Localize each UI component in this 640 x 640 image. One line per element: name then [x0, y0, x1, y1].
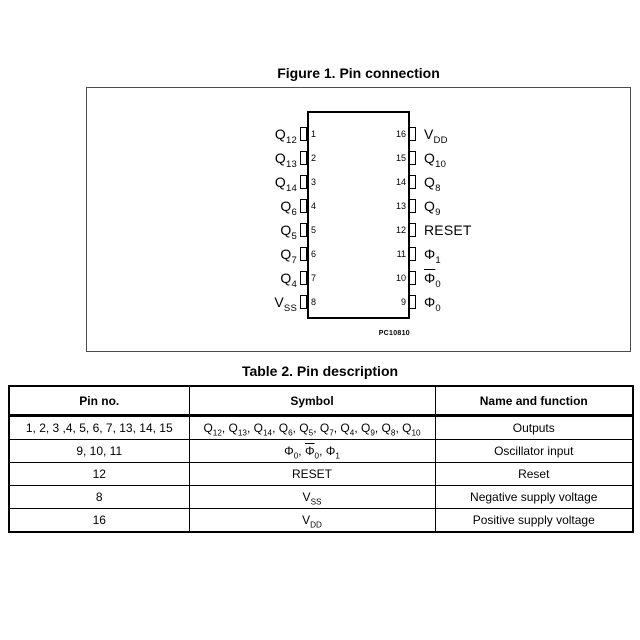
- pin-label: $Q_{10}$: [424, 150, 447, 170]
- pin-stub: [300, 127, 307, 141]
- pin-number: 12: [395, 225, 406, 235]
- pin-label: RESET: [424, 222, 472, 238]
- pin-number: 9: [400, 297, 406, 307]
- ic-package-outline: [307, 111, 410, 319]
- cell-name-function: Positive supply voltage: [435, 509, 633, 533]
- pin-stub: [409, 295, 416, 309]
- col-header-symbol: Symbol: [189, 386, 435, 416]
- pin-number: 1: [311, 129, 317, 139]
- table-row: [9, 416, 633, 440]
- pin-stub: [409, 175, 416, 189]
- pin-label: $Q_4$: [280, 270, 297, 290]
- table-header-row: [9, 386, 633, 416]
- pin-stub: [300, 151, 307, 165]
- pin-number: 15: [395, 153, 406, 163]
- pin-number: 14: [395, 177, 406, 187]
- cell-symbol: $V_{DD}$: [189, 509, 435, 533]
- pin-stub: [300, 175, 307, 189]
- cell-pin-no: 16: [9, 509, 189, 533]
- pin-stub: [300, 271, 307, 285]
- cell-name-function: Reset: [435, 463, 633, 486]
- pin-label: $Q_6$: [280, 198, 297, 218]
- pin-label: $Q_8$: [424, 174, 441, 194]
- pin-description-table: [8, 385, 634, 533]
- figure-title: Figure 1. Pin connection: [277, 65, 440, 81]
- pin-stub: [409, 271, 416, 285]
- table-row: [9, 440, 633, 463]
- pin-label: $\Phi_0$: [424, 294, 441, 314]
- pin-number: 4: [311, 201, 317, 211]
- cell-name-function: Negative supply voltage: [435, 486, 633, 509]
- pin-stub: [409, 247, 416, 261]
- pin-label: $V_{SS}$: [274, 294, 297, 314]
- pin-label: $Q_7$: [280, 246, 297, 266]
- pin-label: $\overline{\Phi}_0$: [424, 270, 441, 290]
- col-header-pin-no: Pin no.: [9, 386, 189, 416]
- cell-name-function: Outputs: [435, 416, 633, 440]
- pin-number: 13: [395, 201, 406, 211]
- pin-number: 7: [311, 273, 317, 283]
- pin-number: 16: [395, 129, 406, 139]
- pin-label: $Q_{12}$: [274, 126, 297, 146]
- cell-name-function: Oscillator input: [435, 440, 633, 463]
- pin-stub: [300, 199, 307, 213]
- pin-number: 11: [396, 249, 406, 259]
- cell-symbol: RESET: [189, 463, 435, 486]
- col-header-name-function: Name and function: [435, 386, 633, 416]
- pin-number: 10: [395, 273, 406, 283]
- pin-stub: [300, 223, 307, 237]
- pin-number: 5: [311, 225, 317, 235]
- drawing-code: PC10810: [378, 330, 410, 337]
- pin-stub: [409, 223, 416, 237]
- pin-stub: [409, 199, 416, 213]
- pin-stub: [409, 151, 416, 165]
- pin-stub: [409, 127, 416, 141]
- cell-pin-no: 12: [9, 463, 189, 486]
- pin-label: $Q_9$: [424, 198, 441, 218]
- pin-label: $Q_{14}$: [274, 174, 297, 194]
- table-row: [9, 486, 633, 509]
- table-row: [9, 509, 633, 533]
- pin-number: 6: [311, 249, 317, 259]
- table-title: Table 2. Pin description: [241, 363, 399, 379]
- cell-symbol: $\Phi_0$, $\overline{\Phi}_0$, $\Phi_1$: [189, 440, 435, 463]
- pin-number: 3: [311, 177, 317, 187]
- pin-label: $V_{DD}$: [424, 126, 448, 146]
- cell-symbol: $Q_{12}$, $Q_{13}$, $Q_{14}$, $Q_6$, $Q_5$, $Q_7$, $Q_4$, $Q_9$, $Q_8$, $Q_{10}$: [189, 416, 435, 440]
- table-row: [9, 463, 633, 486]
- pin-label: $\Phi_1$: [424, 246, 441, 266]
- pin-number: 8: [311, 297, 317, 307]
- cell-pin-no: 9, 10, 11: [9, 440, 189, 463]
- pin-stub: [300, 295, 307, 309]
- pin-label: $Q_{13}$: [274, 150, 297, 170]
- cell-pin-no: 1, 2, 3 ,4, 5, 6, 7, 13, 14, 15: [9, 416, 189, 440]
- pin-connection-figure: [86, 87, 631, 352]
- pin-stub: [300, 247, 307, 261]
- cell-pin-no: 8: [9, 486, 189, 509]
- pin-label: $Q_5$: [280, 222, 297, 242]
- pin-number: 2: [311, 153, 317, 163]
- cell-symbol: $V_{SS}$: [189, 486, 435, 509]
